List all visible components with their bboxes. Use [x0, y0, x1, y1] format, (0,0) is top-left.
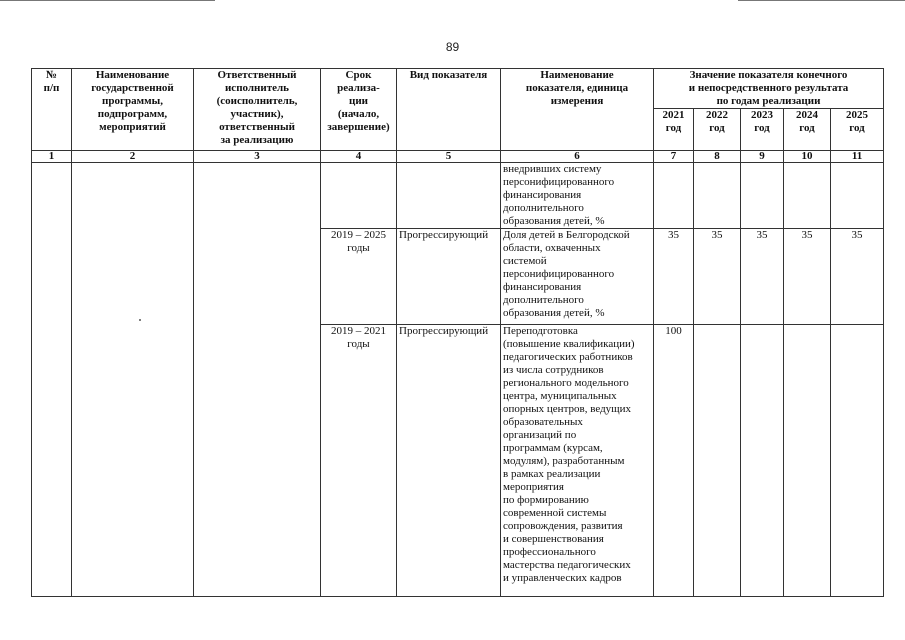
header-col-no: № п/п [32, 69, 72, 151]
page-number: 89 [445, 40, 460, 54]
cell-program-name [72, 163, 194, 597]
top-edge-line-left [0, 0, 215, 1]
header-col-executor: Ответственный исполнитель (соисполнитель, участник), ответственный за реализацию [194, 69, 321, 151]
header-col-name: Наименование государственной программы, подпрограмм, мероприятий [72, 69, 194, 151]
cell-type: Прогрессирующий [397, 325, 501, 597]
header-year-2025: 2025 год [831, 109, 884, 151]
header-col-values-group: Значение показателя конечного и непосредственного результата по годам реализации [654, 69, 884, 109]
cell-type [397, 163, 501, 229]
cell-indicator: Доля детей в Белгородской области, охваченных системой персонифицированного финансирования дополнительного образования детей, % [501, 229, 654, 325]
cell-executor [194, 163, 321, 597]
cell-value-2024 [784, 163, 831, 229]
column-number: 7 [654, 151, 694, 163]
column-number: 11 [831, 151, 884, 163]
column-number: 6 [501, 151, 654, 163]
cell-indicator: Переподготовка (повышение квалификации) педагогических работников из числа сотрудников регионального модельного центра, муниципальных опорных центров, ведущих образовательных организаций по программам (курсам, модулям), разработанным в рамках реализации мероприятия по формированию современной системы сопровождения, развития и совершенствования профессионального мастерства педагогических и управленческих кадров [501, 325, 654, 597]
cell-value-2025: 35 [831, 229, 884, 325]
column-number: 2 [72, 151, 194, 163]
indicators-table [31, 68, 884, 597]
cell-value-2024 [784, 325, 831, 597]
header-col-term: Срок реализа- ции (начало, завершение) [321, 69, 397, 151]
header-row [32, 69, 884, 109]
cell-value-2022 [694, 325, 741, 597]
column-number: 3 [194, 151, 321, 163]
cell-value-2022 [694, 163, 741, 229]
cell-value-2025 [831, 163, 884, 229]
column-number-row [32, 151, 884, 163]
cell-value-2023: 35 [741, 229, 784, 325]
cell-value-2021: 100 [654, 325, 694, 597]
cell-value-2023 [741, 163, 784, 229]
cell-indicator: внедривших систему персонифицированного финансирования дополнительного образования детей, % [501, 163, 654, 229]
header-year-2021: 2021 год [654, 109, 694, 151]
top-edge-line-right [738, 0, 905, 1]
cell-value-2022: 35 [694, 229, 741, 325]
cell-term [321, 163, 397, 229]
cell-type: Прогрессирующий [397, 229, 501, 325]
cell-term: 2019 – 2025 годы [321, 229, 397, 325]
cell-value-2025 [831, 325, 884, 597]
cell-term: 2019 – 2021 годы [321, 325, 397, 597]
cell-value-2023 [741, 325, 784, 597]
header-year-2024: 2024 год [784, 109, 831, 151]
header-year-2023: 2023 год [741, 109, 784, 151]
header-col-type: Вид показателя [397, 69, 501, 151]
column-number: 4 [321, 151, 397, 163]
column-number: 5 [397, 151, 501, 163]
scan-speck [139, 319, 141, 321]
cell-value-2021 [654, 163, 694, 229]
column-number: 8 [694, 151, 741, 163]
table-row [32, 163, 884, 229]
column-number: 10 [784, 151, 831, 163]
column-number: 9 [741, 151, 784, 163]
cell-value-2024: 35 [784, 229, 831, 325]
header-year-2022: 2022 год [694, 109, 741, 151]
cell-no [32, 163, 72, 597]
header-col-indicator: Наименование показателя, единица измерения [501, 69, 654, 151]
cell-value-2021: 35 [654, 229, 694, 325]
column-number: 1 [32, 151, 72, 163]
